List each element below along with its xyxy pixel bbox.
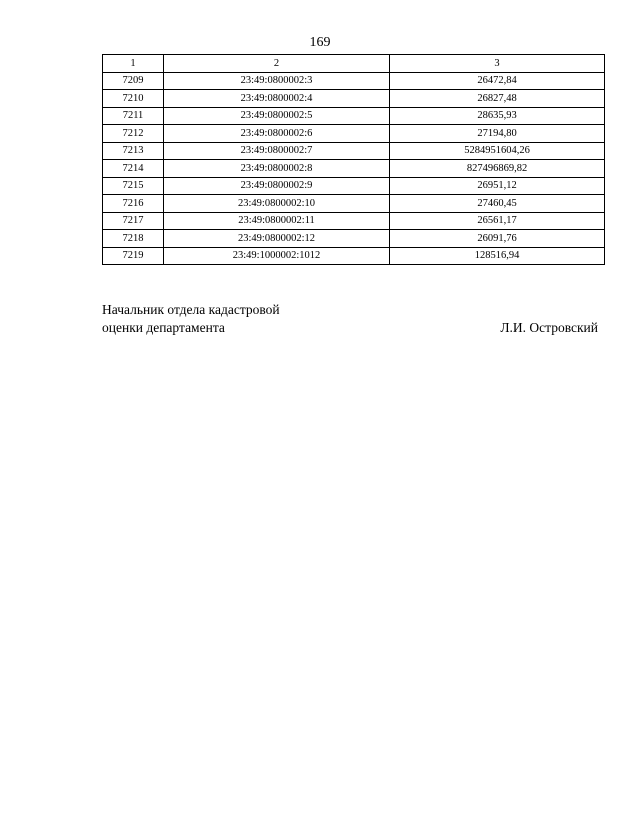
cadastral-value: 27460,45 <box>390 195 605 213</box>
table-row <box>103 160 605 178</box>
table-row <box>103 212 605 230</box>
signature-block <box>102 301 598 337</box>
table-row <box>103 107 605 125</box>
table-row <box>103 142 605 160</box>
row-number: 7215 <box>103 177 164 195</box>
row-number: 7216 <box>103 195 164 213</box>
signatory-position-line1: Начальник отдела кадастровой <box>102 302 280 317</box>
signatory-position-line2: оценки департамента <box>102 320 225 335</box>
page-number: 169 <box>309 35 331 50</box>
table-row <box>103 230 605 248</box>
row-number: 7218 <box>103 230 164 248</box>
cadastral-value: 26827,48 <box>390 90 605 108</box>
table-row <box>103 72 605 90</box>
cadastral-value: 128516,94 <box>390 247 605 265</box>
column-header: 2 <box>164 55 390 73</box>
row-number: 7209 <box>103 72 164 90</box>
row-number: 7211 <box>103 107 164 125</box>
row-number: 7212 <box>103 125 164 143</box>
table-row <box>103 177 605 195</box>
cadastral-value: 26561,17 <box>390 212 605 230</box>
cadastral-number: 23:49:0800002:8 <box>164 160 390 178</box>
table-row <box>103 247 605 265</box>
cadastral-number: 23:49:1000002:1012 <box>164 247 390 265</box>
table-row <box>103 90 605 108</box>
cadastral-number: 23:49:0800002:10 <box>164 195 390 213</box>
row-number: 7219 <box>103 247 164 265</box>
cadastral-value: 827496869,82 <box>390 160 605 178</box>
cadastral-value: 28635,93 <box>390 107 605 125</box>
cadastral-number: 23:49:0800002:6 <box>164 125 390 143</box>
signatory-name: Л.И. Островский <box>500 320 598 335</box>
cadastral-number: 23:49:0800002:7 <box>164 142 390 160</box>
cadastral-value: 26091,76 <box>390 230 605 248</box>
cadastral-value-table <box>102 54 605 265</box>
row-number: 7213 <box>103 142 164 160</box>
cadastral-number: 23:49:0800002:5 <box>164 107 390 125</box>
column-header: 3 <box>390 55 605 73</box>
table-row <box>103 195 605 213</box>
table-row <box>103 125 605 143</box>
column-header: 1 <box>103 55 164 73</box>
row-number: 7210 <box>103 90 164 108</box>
table-header-row <box>103 55 605 73</box>
cadastral-value: 27194,80 <box>390 125 605 143</box>
row-number: 7217 <box>103 212 164 230</box>
row-number: 7214 <box>103 160 164 178</box>
cadastral-number: 23:49:0800002:12 <box>164 230 390 248</box>
cadastral-number: 23:49:0800002:11 <box>164 212 390 230</box>
cadastral-number: 23:49:0800002:4 <box>164 90 390 108</box>
cadastral-number: 23:49:0800002:3 <box>164 72 390 90</box>
cadastral-number: 23:49:0800002:9 <box>164 177 390 195</box>
cadastral-value: 26472,84 <box>390 72 605 90</box>
cadastral-value: 5284951604,26 <box>390 142 605 160</box>
cadastral-value: 26951,12 <box>390 177 605 195</box>
